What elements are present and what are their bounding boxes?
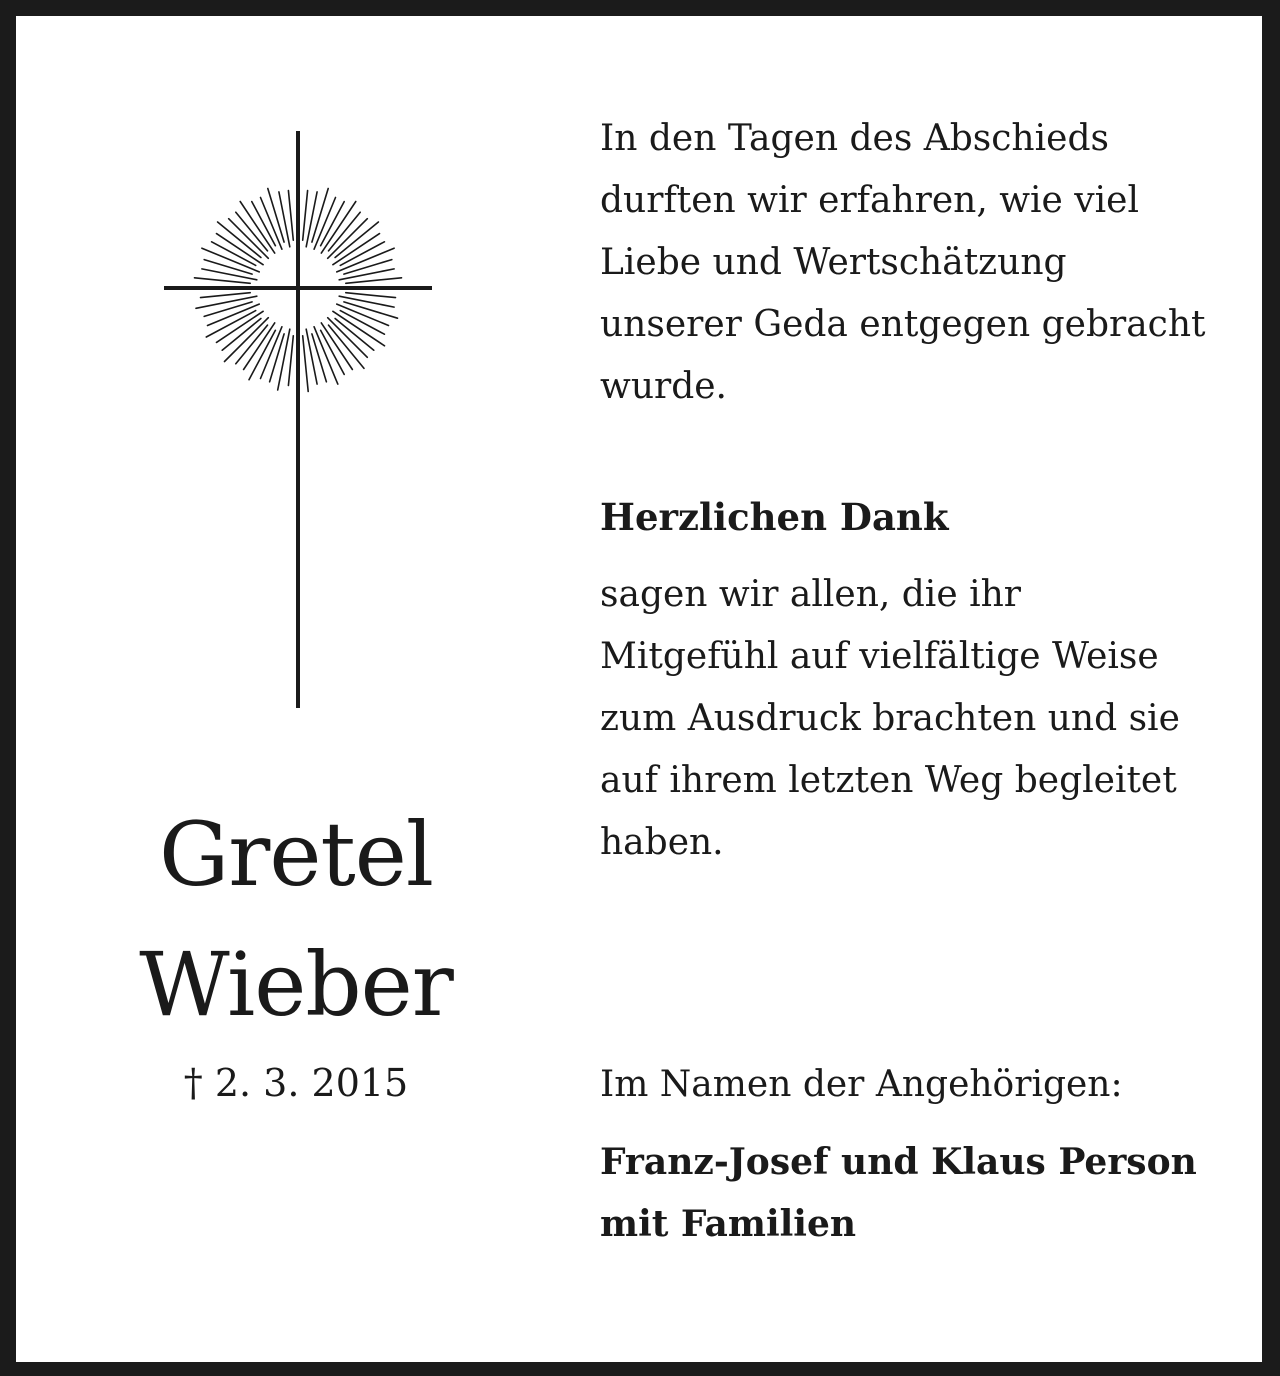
signers-line: Franz-Josef und Klaus Person [600,1141,1197,1183]
intro-line: In den Tagen des Abschieds [600,118,1109,159]
deceased-last-name: Wieber [139,933,453,1036]
deceased-first-name: Gretel [158,803,434,906]
intro-line: Liebe und Wertschätzung [600,242,1067,283]
thanks-line: Mitgefühl auf vielfältige Weise [600,636,1159,677]
signers-line: mit Familien [600,1203,857,1245]
intro-line: wurde. [600,366,728,407]
signoff-text: Im Namen der Angehörigen: [600,1064,1123,1105]
thanks-line: zum Ausdruck brachten und sie [600,698,1180,739]
thanks-line: auf ihrem letzten Weg begleitet [600,760,1177,801]
intro-line: unserer Geda entgegen gebracht [600,304,1206,345]
radiant-cross-icon [156,126,446,716]
thanks-paragraph [600,564,1250,874]
signers [600,1131,1197,1255]
thanks-heading: Herzlichen Dank [600,495,949,539]
thanks-line: sagen wir allen, die ihr [600,574,1021,615]
intro-line: durften wir erfahren, wie viel [600,180,1139,221]
intro-paragraph [600,108,1250,418]
death-date: † 2. 3. 2015 [183,1061,409,1105]
thanks-line: haben. [600,822,724,863]
